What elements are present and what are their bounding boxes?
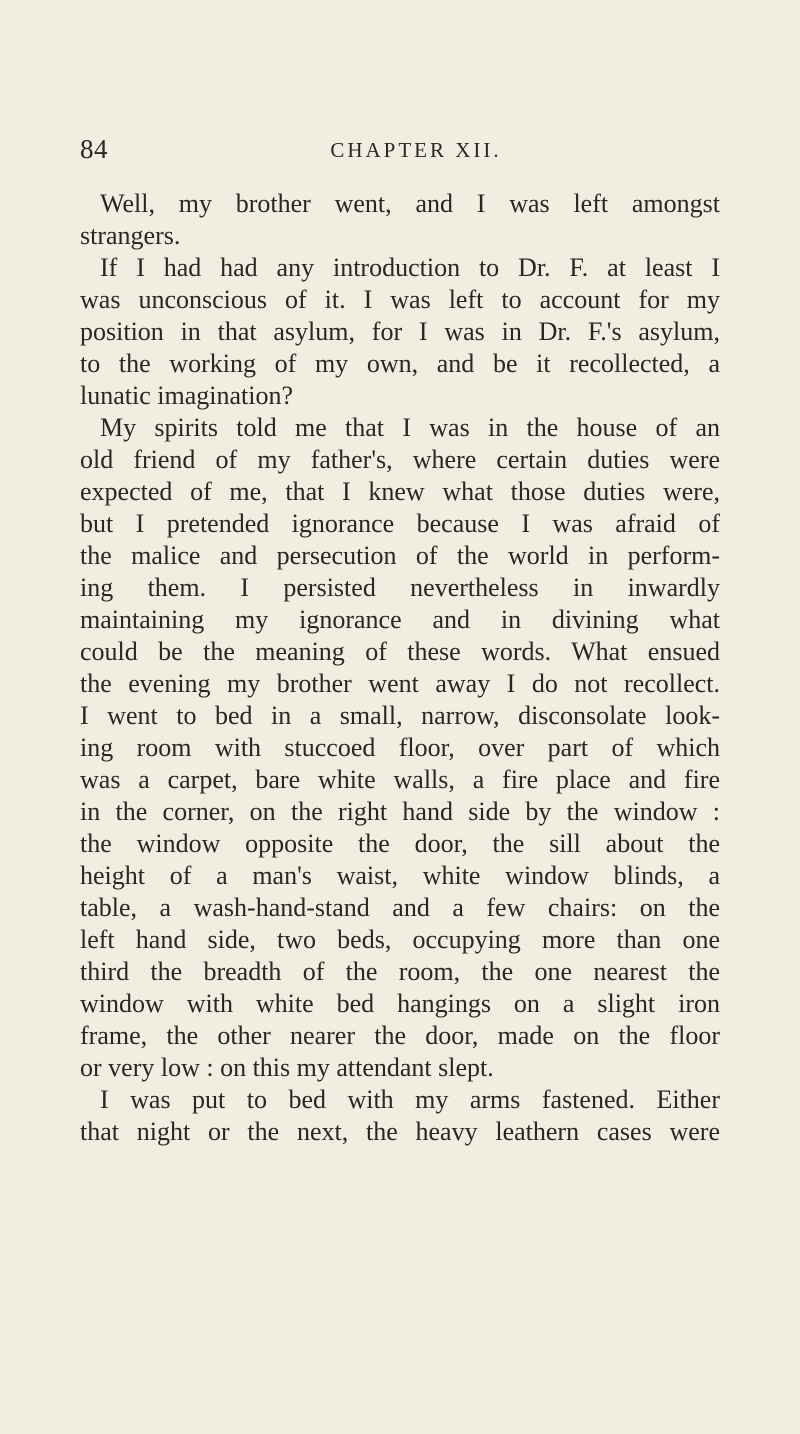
text-line: ing them. I persisted nevertheless in inwardly [80,573,720,602]
text-line: old friend of my father's, where certain duties were [80,445,720,474]
text-line: table, a wash-hand-stand and a few chairs: on the [80,893,720,922]
text-line: the window opposite the door, the sill about the [80,829,720,858]
text-line: the malice and persecution of the world in perform- [80,541,720,570]
running-head: CHAPTER XII. [330,138,502,162]
text-line: that night or the next, the heavy leathern cases were [80,1117,720,1146]
page-header [80,134,720,174]
text-line: I went to bed in a small, narrow, disconsolate look- [80,701,720,730]
text-line: If I had had any introduction to Dr. F. at least I [100,253,720,282]
text-line: in the corner, on the right hand side by the window : [80,797,720,826]
text-line: could be the meaning of these words. What ensued [80,637,720,666]
text-line: My spirits told me that I was in the house of an [100,413,720,442]
text-line: strangers. [80,221,181,250]
text-line: third the breadth of the room, the one nearest the [80,957,720,986]
text-line: position in that asylum, for I was in Dr. F.'s asylum, [80,317,720,346]
page-number: 84 [80,134,108,164]
text-line: was a carpet, bare white walls, a fire place and fire [80,765,720,794]
text-line: to the working of my own, and be it recollected, a [80,349,720,378]
text-line: the evening my brother went away I do not recollect. [80,669,720,698]
text-line: was unconscious of it. I was left to account for my [80,285,720,314]
text-line: expected of me, that I knew what those duties were, [80,477,720,506]
text-line: height of a man's waist, white window blinds, a [80,861,720,890]
text-line: window with white bed hangings on a slight iron [80,989,720,1018]
text-line: lunatic imagination? [80,381,293,410]
text-line: left hand side, two beds, occupying more than one [80,925,720,954]
text-line: maintaining my ignorance and in divining what [80,605,720,634]
text-line: ing room with stuccoed floor, over part of which [80,733,720,762]
body-text [80,188,720,1148]
text-line: or very low : on this my attendant slept. [80,1053,494,1082]
text-line: Well, my brother went, and I was left amongst [100,189,720,218]
text-line: but I pretended ignorance because I was afraid of [80,509,720,538]
text-line: I was put to bed with my arms fastened. Either [100,1085,720,1114]
text-line: frame, the other nearer the door, made on the floor [80,1021,720,1050]
